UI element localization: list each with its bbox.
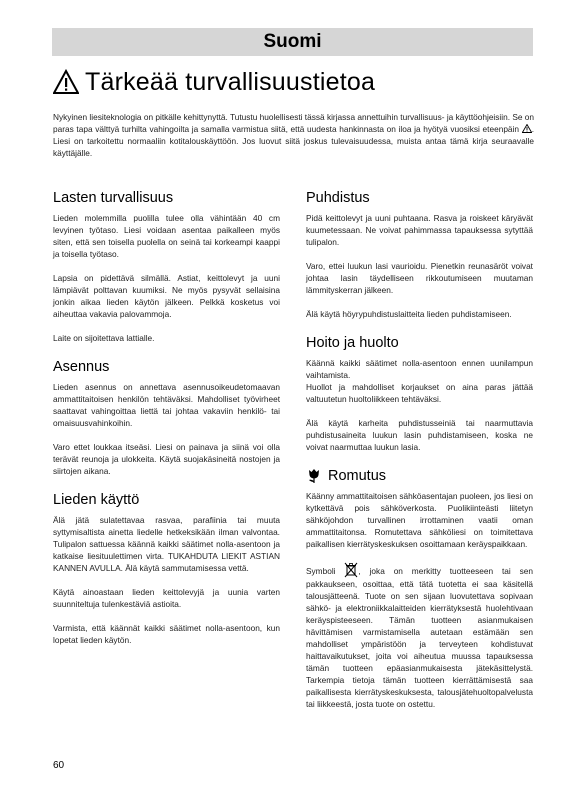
paragraph: Pidä keittolevyt ja uuni puhtaana. Rasva ja roiskeet käryävät kuumetessaan. Ne voivat pahimmassa tapauksessa sytyttää tulipalon. — [306, 213, 533, 247]
paragraph-weee — [306, 562, 533, 710]
page-number: 60 — [53, 760, 65, 771]
paragraph: Varo ettet loukkaa itseäsi. Liesi on painava ja siinä voi olla terävät reunoja ja ulokkeita. Käytä suojakäsineitä nostojen ja siirtojen aikana. — [53, 442, 280, 476]
crossed-out-bin-icon — [344, 562, 358, 578]
weee-text: , joka on merkitty tuotteeseen tai sen pakkaukseen, osoittaa, että tätä tuotetta ei saa käsitellä talousjätteenä. Tuote on sen sijaan luovutettava sopivaan sähkö- ja elektroniikkalaitteiden kierrätyksestä huolehtivaan keräyspisteeseen. Tämän tuotteen asianmukaisen hävittämisen varmistamisella autetaan estämään sen mahdolliset ympäristöön ja terveyteen kohdistuvat haittavaikutukset, joita voi aiheutua muussa tapauksessa tämän tuotteen epäasianmukaisesta jätekäsittelystä. Tarkempia tietoja tämän tuotteen kierrättämisestä saa paikallisesta kierrätyskeskuksesta, talousjätehuoltopalvelusta tai liikkeestä, josta tuote on ostettu. — [306, 566, 533, 709]
paragraph: Käänny ammattitaitoisen sähköasentajan puoleen, jos liesi on kytkettävä pois sähköverkosta. Puolikiinteästi liitetyn sähköjohdon turvallinen irrottaminen vaatii oman ammattitaitonsa. Romutettava sähköliesi on toimitettava paikallisen kierrätyskeskuksen osoittamaan keräyspaikkaan. — [306, 491, 533, 549]
language-label: Suomi — [263, 31, 322, 52]
paragraph: Laite on sijoitettava lattialle. — [53, 333, 155, 343]
paragraph: Käännä kaikki säätimet nolla-asentoon ennen uunilampun vaihtamista. — [306, 358, 533, 380]
romutus-heading-row — [306, 468, 533, 484]
tulip-icon — [306, 468, 322, 484]
section-heading-lasten-turvallisuus: Lasten turvallisuus — [53, 190, 174, 206]
page-title: Tärkeää turvallisuustietoa — [85, 67, 376, 96]
paragraph: Älä jätä sulatettavaa rasvaa, parafiinia tai muuta syttymisaltista ainetta liedelle hetkeksikään ilman valvontaa. Tulipalon sattuessa käännä kaikki säätimet nolla-asentoon ja katkaise liesituulettimen virta. TUKAHDUTA LIEKIT ASTIAN KANNEN AVULLA. Älä käytä sammutamisessa vettä. — [53, 515, 280, 573]
intro-text-2: . Liesi on tarkoitettu normaaliin kotitalouskäyttöön. Jos luovut siitä joskus tulevaisuudessa, muista antaa tämä kirja seuraavalle käyttäjälle. — [53, 124, 534, 158]
section-heading-puhdistus: Puhdistus — [306, 190, 370, 206]
paragraph: Älä käytä karheita puhdistusseiniä tai naarmuttavia puhdistusaineita luukun lasin puhdistamiseen, koska ne voivat naarmuttaa luukun lasia. — [306, 418, 533, 452]
section-heading-asennus: Asennus — [53, 359, 110, 375]
intro-paragraph — [53, 111, 534, 159]
paragraph: Käytä ainoastaan lieden keittolevyjä ja uunia varten suunniteltuja tulenkestäviä astioita. — [53, 587, 280, 609]
warning-triangle-icon — [522, 124, 532, 133]
page-title-row — [53, 64, 375, 100]
paragraph: Lieden molemmilla puolilla tulee olla vähintään 40 cm levyinen työtaso. Liesi voidaan asentaa paikalleen myös siten, että sen toisella puolella on seinä tai korkeampi kaappi ja toisella työtaso. — [53, 213, 280, 259]
left-column — [53, 190, 280, 646]
paragraph: Varmista, että käännät kaikki säätimet nolla-asentoon, kun lopetat lieden käytön. — [53, 623, 280, 645]
right-column — [306, 190, 533, 710]
warning-triangle-icon — [53, 69, 79, 95]
intro-text-1: Nykyinen liesiteknologia on pitkälle kehittynyttä. Tutustu huolellisesti tässä kirjassa annettuihin turvallisuus- ja käyttöohjeisiin. Se on paras tapa välttyä turhilta vahingoilta ja samalla varmistua siitä, että uudesta hankinnasta on iloa ja hyötyä vuosiksi eteenpäin — [53, 112, 535, 134]
section-heading-lieden-kaytto: Lieden käyttö — [53, 492, 140, 508]
language-header-bar — [52, 28, 533, 56]
paragraph: Lieden asennus on annettava asennusoikeudetomaavan ammattitaitoisen henkilön tehtäväksi. Mahdolliset työvirheet saattavat vahingoittaa liettä tai johtaa vakaviin henkilö- tai omaisuusvahinkoihin. — [53, 382, 280, 428]
paragraph: Älä käytä höyrypuhdistuslaitteita lieden puhdistamiseen. — [306, 309, 512, 319]
symboli-label: Symboli — [306, 566, 336, 576]
section-heading-hoito-ja-huolto: Hoito ja huolto — [306, 335, 399, 351]
paragraph: Lapsia on pidettävä silmällä. Astiat, keittolevyt ja uuni lämpiävät polttavan kuumiksi. Ne myös pysyvät sellaisina jonkin aikaa lieden käytön jälkeen. Pelkkä kosketus voi aiheuttaa vakavia palovammoja. — [53, 273, 280, 319]
section-heading-romutus: Romutus — [328, 468, 387, 484]
paragraph: Huollot ja mahdolliset korjaukset on aina paras jättää valtuutetun huoltoliikkeen tehtäväksi. — [306, 382, 533, 404]
paragraph: Varo, ettei luukun lasi vaurioidu. Pienetkin reunasäröt voivat johtaa lasin täydelliseen rikkoutumiseen muutaman lämmityskerran jälkeen. — [306, 261, 533, 295]
